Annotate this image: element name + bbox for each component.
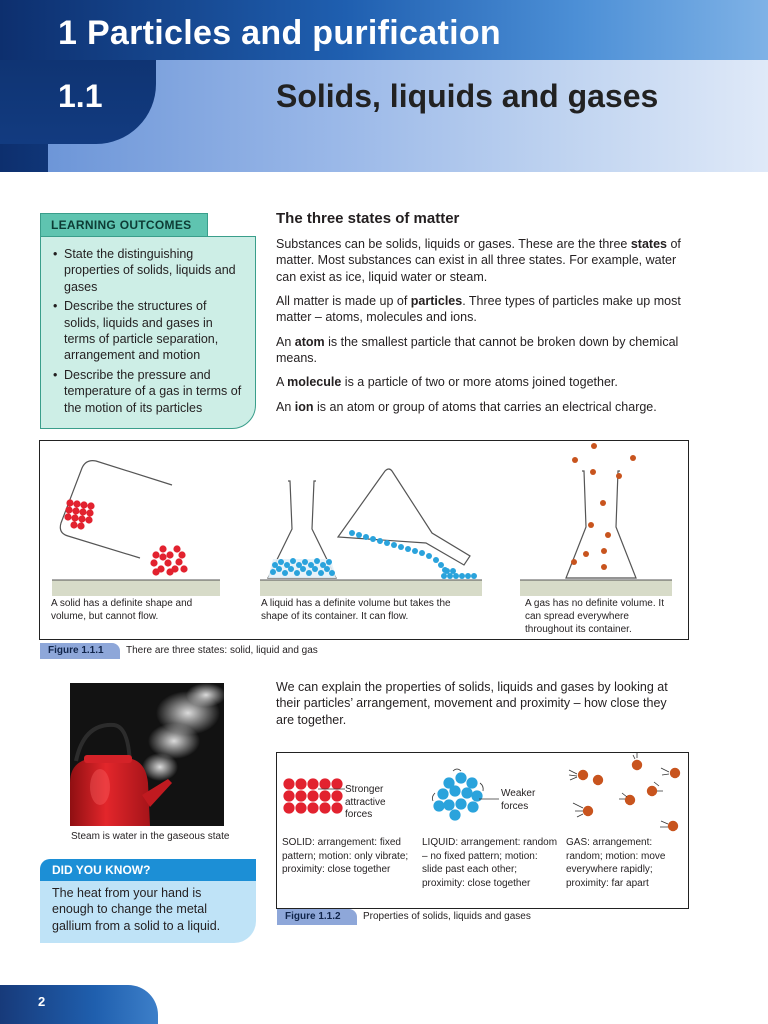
gas-particles <box>571 443 636 570</box>
figure-1-caption: There are three states: solid, liquid and gas <box>126 645 318 656</box>
paragraph-atom: An atom is the smallest particle that cannot be broken down by chemical means. <box>276 335 679 366</box>
solid-particle-model <box>283 778 345 813</box>
figure-2-label: Figure 1.1.2 <box>277 909 357 925</box>
liquid-caption: A liquid has a definite volume but takes the shape of its container. It can flow. <box>261 598 451 622</box>
kettle-body <box>70 759 150 826</box>
solid-block-on-bench <box>150 545 187 575</box>
steaming-kettle-photo <box>70 683 224 826</box>
liquid-bench <box>260 580 482 596</box>
footer-band <box>0 985 158 1024</box>
page-number: 2 <box>38 994 46 1009</box>
learning-outcome-item: • Describe the pressure and temperature of a gas in terms of the motion of its particles <box>53 367 245 416</box>
stronger-forces-label: Stronger attractive forces <box>345 784 386 820</box>
conical-flask-liquid <box>268 481 336 578</box>
photo-caption: Steam is water in the gaseous state <box>71 831 230 842</box>
learning-outcome-item: • State the distinguishing properties of solids, liquids and gases <box>53 246 245 295</box>
header-light-panel <box>48 60 768 172</box>
liquid-properties-text: LIQUID: arrangement: random – no fixed pattern; motion: slide past each other; proximity: close together <box>422 837 558 889</box>
figure-three-states <box>39 440 689 640</box>
solid-caption: A solid has a definite shape and volume, but cannot flow. <box>51 598 193 622</box>
learning-outcomes-box <box>40 236 256 429</box>
paragraph-states: Substances can be solids, liquids or gases. These are the three states of matter. Most substances can exist in all three states. For example, water can exist as ice, liquid water or steam. <box>276 237 681 284</box>
weaker-forces-label: Weaker forces <box>501 788 536 812</box>
main-heading: The three states of matter <box>276 210 460 227</box>
liquid-particles-pouring <box>349 530 477 579</box>
did-you-know-text: The heat from your hand is enough to change the metal gallium from a solid to a liquid. <box>40 881 256 943</box>
chapter-title: 1 Particles and purification <box>58 14 501 52</box>
paragraph-ion: An ion is an atom or group of atoms that carries an electrical charge. <box>276 400 657 414</box>
gas-caption: A gas has no definite volume. It can spread everywhere throughout its container. <box>525 598 664 635</box>
tipped-flask-pouring <box>338 469 470 565</box>
paragraph-properties: We can explain the properties of solids, liquids and gases by looking at their particles’ arrangement, movement and proximity – how close they are together. <box>276 680 668 727</box>
paragraph-particles: All matter is made up of particles. Three types of particles make up most matter – atoms, molecules and ions. <box>276 294 681 325</box>
gas-particle-model <box>569 753 680 831</box>
did-you-know-heading: DID YOU KNOW? <box>40 859 256 881</box>
section-title: Solids, liquids and gases <box>276 78 659 114</box>
gas-properties-text: GAS: arrangement: random; motion: move everywhere rapidly; proximity: far apart <box>566 837 666 889</box>
term-ion: ion <box>294 400 314 414</box>
particle-models-illustration <box>277 753 688 833</box>
gas-bench <box>520 580 672 596</box>
figure-particle-properties <box>276 752 689 909</box>
learning-outcome-item: • Describe the structures of solids, liquids and gases in terms of particle separation, arrangement and motion <box>53 298 245 364</box>
solid-properties-text: SOLID: arrangement: fixed pattern; motion: only vibrate; proximity: close together <box>282 837 409 875</box>
learning-outcomes-list <box>53 246 245 416</box>
learning-outcomes-heading: LEARNING OUTCOMES <box>40 213 208 237</box>
term-molecule: molecule <box>287 375 342 389</box>
solid-particles-in-beaker <box>64 499 94 529</box>
section-number: 1.1 <box>58 78 103 114</box>
term-states: states <box>630 237 667 251</box>
figure-1-label: Figure 1.1.1 <box>40 643 120 659</box>
term-particles: particles <box>410 294 463 308</box>
paragraph-molecule: A molecule is a particle of two or more atoms joined together. <box>276 375 618 389</box>
solid-bench <box>52 580 220 596</box>
figure-2-caption: Properties of solids, liquids and gases <box>363 911 531 922</box>
page-header <box>0 0 768 172</box>
term-atom: atom <box>294 335 325 349</box>
liquid-particle-model <box>432 769 499 821</box>
